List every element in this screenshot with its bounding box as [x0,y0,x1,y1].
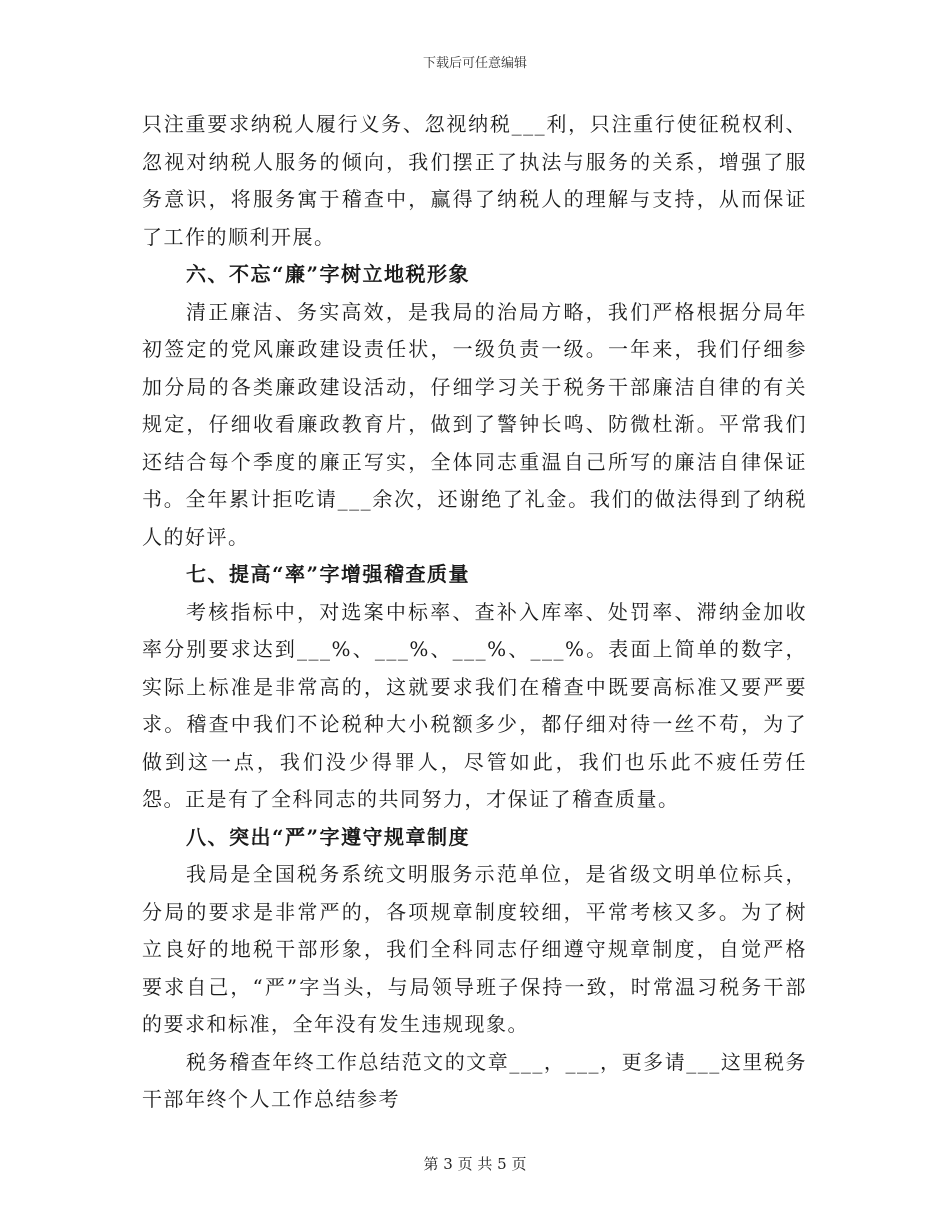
page-number: 第 3 页 共 5 页 [423,1155,527,1173]
section-heading-7: 七、提高“率”字增强稽查质量 [186,562,471,586]
paragraph-integrity: 清正廉洁、务实高效，是我局的治局方略，我们严格根据分局年初签定的党风廉政建设责任状，一级负责一级。一年来，我们仔细参加分局的各类廉政建设活动，仔细学习关于税务干部廉洁自律的有关规定，仔细收看廉政教育片，做到了警钟长鸣、防微杜渐。平常我们还结合每个季度的廉正写实，全体同志重温自己所写的廉洁自律保证书。全年累计拒吃请___余次，还谢绝了礼金。我们的做法得到了纳税人的好评。 [142,299,807,549]
paragraph-closing: 税务稽查年终工作总结范文的文章___，___，更多请___这里税务干部年终个人工作总结参考 [142,1049,807,1111]
page-header: 下载后可任意编辑 [422,56,527,71]
paragraph-service: 只注重要求纳税人履行义务、忽视纳税___利，只注重行使征税权利、忽视对纳税人服务的倾向，我们摆正了执法与服务的关系，增强了服务意识，将服务寓于稽查中，赢得了纳税人的理解与支持，从而保证了工作的顺利开展。 [142,112,807,249]
paragraph-regulations: 我局是全国税务系统文明服务示范单位，是省级文明单位标兵，分局的要求是非常严的，各项规章制度较细，平常考核又多。为了树立良好的地税干部形象，我们全科同志仔细遵守规章制度，自觉严格要求自己，“严”字当头，与局领导班子保持一致，时常温习税务干部的要求和标准，全年没有发生违规现象。 [142,862,807,1036]
paragraph-quality: 考核指标中，对选案中标率、查补入库率、处罚率、滞纳金加收率分别要求达到___%、___%、___%、___%。表面上简单的数字，实际上标准是非常高的，这就要求我们在稽查中既要高标准又要严要求。稽查中我们不论税种大小税额多少，都仔细对待一丝不苟，为了做到这一点，我们没少得罪人，尽管如此，我们也乐此不疲任劳任怨。正是有了全科同志的共同努力，才保证了稽查质量。 [142,599,807,811]
section-heading-8: 八、突出“严”字遵守规章制度 [186,824,471,849]
section-heading-6: 六、不忘“廉”字树立地税形象 [186,262,471,286]
document-body [142,106,807,1119]
